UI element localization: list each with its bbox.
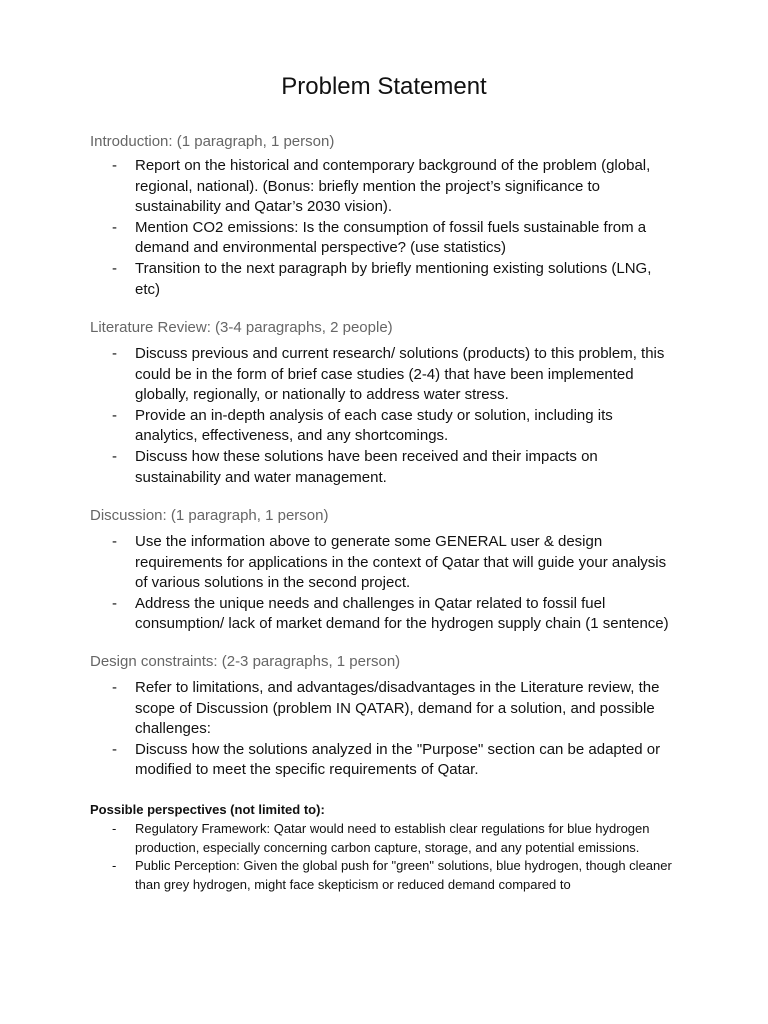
bullet-dash: - — [112, 533, 117, 550]
list-item — [0, 678, 768, 740]
list-item-text: Transition to the next paragraph by briefly mentioning existing solutions (LNG, etc) — [135, 259, 652, 298]
list-item-text: Mention CO2 emissions: Is the consumption of fossil fuels sustainable from a demand and environmental perspective? (use statistics) — [135, 218, 647, 257]
bullet-dash: - — [112, 594, 117, 612]
bullet-dash: - — [112, 218, 117, 236]
design-constraints-list — [0, 678, 768, 781]
introduction-list — [0, 156, 768, 300]
list-item — [0, 820, 768, 857]
bullet-dash: - — [112, 858, 117, 874]
bullet-dash: - — [112, 406, 117, 424]
list-item — [0, 740, 768, 781]
bullet-dash: - — [112, 345, 117, 362]
list-item-text: Provide an in-depth analysis of each case study or solution, including its analytics, effectiveness, and any shortcomings. — [135, 406, 613, 445]
bullet-dash: - — [112, 157, 117, 174]
list-item — [0, 447, 768, 488]
section-heading-introduction: Introduction: (1 paragraph, 1 person) — [90, 133, 335, 150]
list-item-text: Public Perception: Given the global push for "green" solutions, blue hydrogen, though cleaner than grey hydrogen, might face skepticism or reduced demand compared to — [135, 858, 672, 893]
perspectives-list — [0, 820, 768, 895]
list-item-text: Discuss previous and current research/ solutions (products) to this problem, this could be in the form of brief case studies (2-4) that have been implemented globally, regionally, or nationally to address water stress. — [135, 345, 665, 404]
list-item — [0, 259, 768, 300]
list-item — [0, 857, 768, 894]
bullet-dash: - — [112, 679, 117, 696]
list-item — [0, 594, 768, 635]
list-item — [0, 218, 768, 259]
list-item — [0, 344, 768, 406]
page-title: Problem Statement — [281, 73, 487, 100]
section-heading-literature-review: Literature Review: (3-4 paragraphs, 2 people) — [90, 319, 393, 336]
list-item-text: Use the information above to generate some GENERAL user & design requirements for applications in the context of Qatar that will guide your analysis of various solutions in the second project. — [135, 533, 667, 592]
list-item-text: Report on the historical and contemporary background of the problem (global, regional, national). (Bonus: briefly mention the project’s significance to sustainability and Qatar’s 2030 vision). — [135, 157, 651, 216]
section-heading-discussion: Discussion: (1 paragraph, 1 person) — [90, 507, 329, 524]
list-item-text: Address the unique needs and challenges in Qatar related to fossil fuel consumption/ lack of market demand for the hydrogen supply chain (1 sentence) — [135, 594, 669, 633]
discussion-list — [0, 532, 768, 635]
list-item — [0, 406, 768, 447]
list-item — [0, 532, 768, 594]
literature-review-list — [0, 344, 768, 488]
perspectives-heading: Possible perspectives (not limited to): — [90, 802, 325, 817]
list-item-text: Discuss how these solutions have been received and their impacts on sustainability and water management. — [135, 447, 598, 486]
list-item — [0, 156, 768, 218]
list-item-text: Refer to limitations, and advantages/disadvantages in the Literature review, the scope of Discussion (problem IN QATAR), demand for a solution, and possible challenges: — [135, 679, 660, 738]
list-item-text: Regulatory Framework: Qatar would need to establish clear regulations for blue hydrogen production, especially concerning carbon capture, storage, and any potential emissions. — [135, 821, 650, 855]
list-item-text: Discuss how the solutions analyzed in the "Purpose" section can be adapted or modified to meet the specific requirements of Qatar. — [135, 740, 661, 779]
bullet-dash: - — [112, 447, 117, 465]
bullet-dash: - — [112, 740, 117, 758]
bullet-dash: - — [112, 259, 117, 277]
section-heading-design-constraints: Design constraints: (2-3 paragraphs, 1 person) — [90, 653, 401, 670]
bullet-dash: - — [112, 821, 117, 836]
